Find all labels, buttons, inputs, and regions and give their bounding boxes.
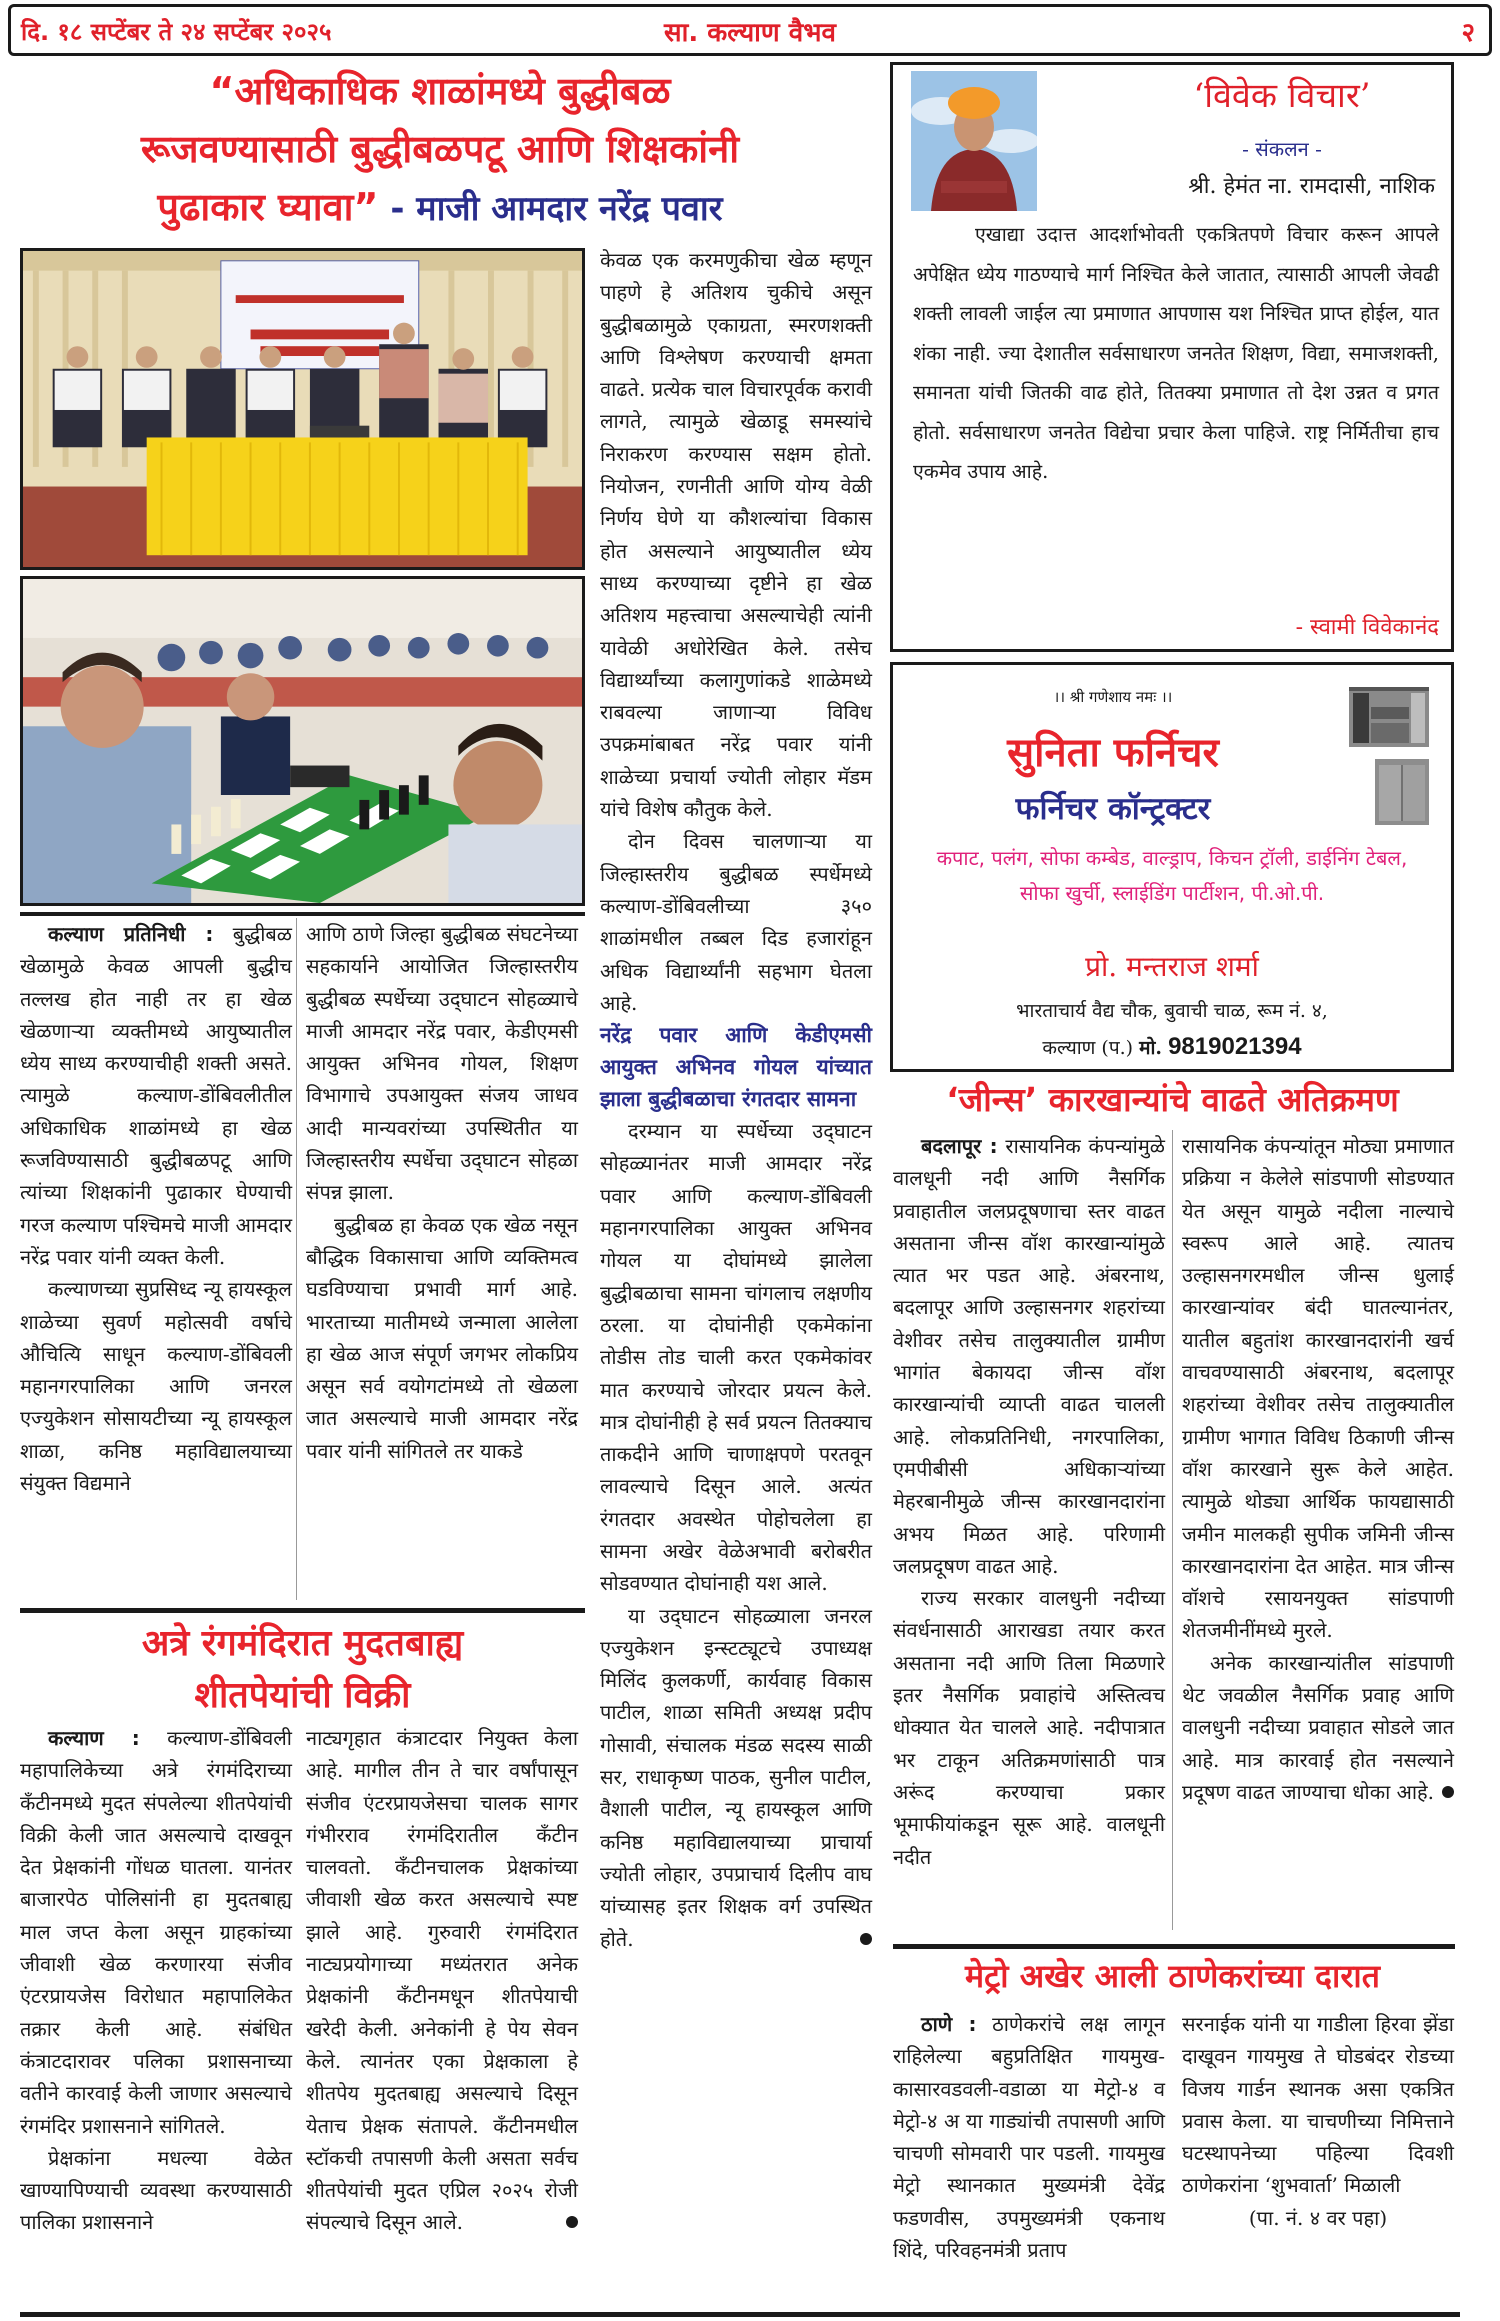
- vivek-vichar-title: ‘विवेक विचार’: [1193, 76, 1371, 116]
- lead-story-col3-p3: दरम्यान या स्पर्धेच्या उद्‌घाटन सोहळ्यानंतर माजी आमदार नरेंद्र पवार आणि कल्याण-डोंबिवली महानगरपालिका आयुक्त अभिनव गोयल या दोघांमध्ये झालेला बुद्धीबळाचा सामना चांगलाच लक्षणीय ठरला. या दोघांनीही एकमेकांना तोडीस तोड चाली करत एकमेकांवर मात करण्याचे जोरदार प्रयत्न केले. मात्र दोघांनीही हे सर्व प्रयत्न तितक्याच ताकदीने आणि चाणाक्षपणे परतवून लावल्याचे दिसून आले. अत्यंत रंगतदार अवस्थेत पोहोचलेला हा सामना अखेर वेळेअभावी बरोबरीत सोडवण्यात दोघांनाही यश आले.: [600, 1119, 872, 1596]
- metro-col2-p1: सरनाईक यांनी या गाडीला हिरवा झेंडा दाखूवन गायमुख ते घोडबंदर रोडच्या विजय गार्डन स्थानक असा एकत्रित प्रवास केला. या चाचणीच्या निमित्ताने घटस्थापनेच्या पहिल्या दिवशी ठाणेकरांना ‘शुभवार्ता’ मिळाली: [1182, 2012, 1454, 2198]
- ad-phone-number: 9819021394: [1168, 1033, 1302, 1060]
- tv-cabinet-image: [1347, 685, 1431, 749]
- page-number: २: [1461, 18, 1475, 48]
- jeans-col1-p1: रासायनिक कंपन्यांमुळे वालधूनी नदी आणि नैसर्गिक प्रवाहातील जलप्रदूषणाचा स्तर वाढत असताना जीन्स वॉश कारखान्यांमुळे त्यात भर पडत आहे. अंबरनाथ, बदलापूर आणि उल्हासनगर शहरांच्या वेशीवर तसेच तालुक्यातील ग्रामीण भागांत बेकायदा जीन्स वॉश कारखान्यांची व्याप्ती वाढत चालली आहे. लोकप्रतिनिधी, नगरपालिका, एमपीबीसी अधिकाऱ्यांच्या मेहरबानीमुळे जीन्स कारखानदारांना अभय मिळत आहे. परिणामी जलप्रदूषण वाढत आहे.: [893, 1134, 1166, 1578]
- atre-story-col-2: [306, 1722, 578, 2239]
- jeans-headline-text: ‘जीन्स’ कारखान्यांचे वाढते अतिक्रमण: [946, 1080, 1399, 1119]
- metro-story-col-2: [1182, 2008, 1454, 2234]
- jeans-col1-p2: राज्य सरकार वालधुनी नदीच्या संवर्धनासाठी आराखडा तयार करत असताना नदी आणि तिला मिळणारे इतर नैसर्गिक प्रवाहांचे अस्तित्वच धोक्यात येत चालले आहे. नदीपात्रात भर टाकून अतिक्रमणांसाठी पात्र अरूंद करण्याचा प्रकार भूमाफीयांकडून सूरू आहे. वालधूनी नदीत: [893, 1586, 1165, 1869]
- lead-story-dateline: कल्याण प्रतिनिधी :: [48, 922, 214, 946]
- lead-story-col-2: [306, 918, 578, 1467]
- atre-dateline: कल्याण :: [48, 1726, 140, 1750]
- lead-story-col3-p1: केवळ एक करमणुकीचा खेळ म्हणून पाहणे हे अतिशय चुकीचे असून बुद्धीबळामुळे एकाग्रता, स्मरणशक्ती आणि विश्लेषण करण्याची क्षमता वाढते. प्रत्येक चाल विचारपूर्वक करावी लागते, त्यामुळे खेळाडू समस्यांचे निराकरण करण्यास सक्षम होतो. नियोजन, रणनीती आणि योग्य वेळी निर्णय घेणे या कौशल्यांचा विकास होत असल्याने आयुष्यातील ध्येय साध्य करण्याच्या दृष्टीने हा खेळ अतिशय महत्त्वाचा असल्याचेही त्यांनी यावेळी अधोरेखित केले. तसेच विद्यार्थ्यांच्या कलागुणांकडे शाळेमध्ये राबवल्या जाणाऱ्या विविध उपक्रमांबाबत नरेंद्र पवार यांनी शाळेच्या प्रचार्या ज्योती लोहार मॅडम यांचे विशेष कौतुक केले.: [600, 248, 872, 822]
- lead-story-col1-p1: बुद्धीबळ खेळामुळे केवळ आपली बुद्धीच तल्लख होत नाही तर हा खेळ खेळणाऱ्या व्यक्तीमध्ये आयुष्यातील ध्येय साध्य करण्याचीही शक्ती असते. त्यामुळे कल्याण-डोंबिवलीतील अधिकाधिक शाळांमध्ये हा खेळ रूजविण्यासाठी बुद्धीबळपटू आणि त्यांच्या शिक्षकांनी पुढाकार घेण्याची गरज कल्याण पश्चिमचे माजी आमदार नरेंद्र पवार यांनी व्यक्त केली.: [20, 922, 292, 1269]
- swami-vivekananda-portrait: [911, 71, 1037, 211]
- ad-address-line-2: कल्याण (प.): [1042, 1037, 1134, 1059]
- atre-col2-p1: नाट्यगृहात कंत्राटदार नियुक्त केला आहे. मागील तीन ते चार वर्षांपासून संजीव एंटरप्रायजेसचा चालक सागर गंभीरराव रंगमंदिरातील कँटीन चालवतो. कँटीनचालक प्रेक्षकांच्या जीवाशी खेळ करत असल्याचे स्पष्ट झाले आहे. गुरुवारी रंगमंदिरात नाट्यप्रयोगाच्या मध्यंतरात अनेक प्रेक्षकांनी कँटीनमधून शीतपेयाची खरेदी केली. अनेकांनी हे पेय सेवन केले. त्यानंतर एका प्रेक्षकाला हे शीतपेय मुदतबाह्य असल्याचे दिसून येताच प्रेक्षक संतापले. कँटीनमधील स्टॉकची तपासणी केली असता सर्वच शीतपेयांची मुदत एप्रिल २०२५ रोजी संपल्याचे दिसून आले.: [306, 1726, 578, 2235]
- lead-story-col3-p2: दोन दिवस चालणाऱ्या या जिल्हास्तरीय बुद्धीबळ स्पर्धेमध्ये कल्याण-डोंबिवलीच्या ३५० शाळांमधील तब्बल दिड हजारांहून अधिक विद्यार्थ्यांनी सहभाग घेतला आहे.: [600, 829, 872, 1015]
- chess-inauguration-stage-photo: [20, 248, 585, 570]
- paper-name: सा. कल्याण वैभव: [664, 18, 836, 48]
- jeans-dateline: बदलापूर :: [921, 1134, 998, 1158]
- lead-story-col2-p2: बुद्धीबळ हा केवळ एक खेळ नसून बौद्धिक विकासाचा आणि व्यक्तिमत्व घडविण्याचा प्रभावी मार्ग आहे. भारताच्या मातीमध्ये जन्माला आलेला हा खेळ आज संपूर्ण जगभर लोकप्रिय असून सर्व वयोगटांमध्ये तो खेळला जात असल्याचे माजी आमदार नरेंद्र पवार यांनी सांगितले तर याकडे: [306, 1212, 578, 1463]
- compiler-name: श्री. हेमंत ना. रामदासी, नाशिक: [1188, 174, 1435, 199]
- ad-proprietor: प्रो. मन्तराज शर्मा: [1085, 950, 1259, 983]
- divider: [893, 1944, 1455, 1949]
- continued-on-page: (पा. नं. ४ वर पहा): [1248, 2205, 1388, 2230]
- lead-headline-line-2: रूजवण्यासाठी बुद्धीबळपटू आणि शिक्षकांनी: [140, 127, 740, 171]
- end-mark-icon: [566, 2216, 578, 2228]
- ad-address-line-1: भारताचार्य वैद्य चौक, बुवाची चाळ, रूम नं. ४,: [1016, 1000, 1328, 1022]
- metro-headline: [885, 1954, 1460, 1998]
- ad-trade: फर्निचर कॉन्ट्रक्टर: [1015, 791, 1211, 827]
- wardrobe-image: [1373, 757, 1431, 827]
- jeans-col2-p2: अनेक कारखान्यांतील सांडपाणी थेट जवळील नैसर्गिक प्रवाह आणि वालधुनी नदीच्या प्रवाहात सोडले जात आहे. मात्र कारवाई होत नसल्याने प्रदूषण वाढत जाण्याचा धोका आहे.: [1182, 1650, 1454, 1804]
- atre-story-col-1: [20, 1722, 292, 2239]
- vivek-vichar-body: एखाद्या उदात्त आदर्शाभोवती एकत्रितपणे विचार करून आपले अपेक्षित ध्येय गाठण्याचे मार्ग निश्चित केले जातात, त्यासाठी आपली जेवढी शक्ती लावली जाईल त्या प्रमाणात आपणास यश निश्चित प्राप्त होईल, यात शंका नाही. ज्या देशातील सर्वसाधारण जनतेत शिक्षण, विद्या, समाजशक्ती, समानता यांची जितकी वाढ होते, तितक्या प्रमाणात तो देश उन्नत व प्रगत होतो. सर्वसाधारण जनतेत विद्येचा प्रचार केला पाहिजे. राष्ट्र निर्मितीचा हाच एकमेव उपाय आहे.: [913, 223, 1439, 483]
- vivek-vichar-box: [890, 62, 1454, 652]
- quote-signature: - स्वामी विवेकानंद: [1295, 615, 1439, 640]
- jeans-story-col-1: [893, 1130, 1165, 1873]
- column-rule: [1172, 1130, 1173, 1930]
- lead-story-col3-p4: या उद्‌घाटन सोहळ्याला जनरल एज्युकेशन इन्स्टट्यूटचे उपाध्यक्ष मिलिंद कुलकर्णी, कार्यवाह विकास पाटील, शाळा समिती अध्यक्ष प्रदीप गोसावी, संचालक मंडळ सदस्य साळी सर, राधाकृष्ण पाठक, सुनील पाटील, वैशाली पाटील, न्यू हायस्कूल आणि कनिष्ठ महाविद्यालयाच्या प्राचार्या ज्योती लोहार, उपप्राचार्य दिलीप वाघ यांच्यासह इतर शिक्षक वर्ग उपस्थित होते.: [600, 1603, 872, 1951]
- furniture-advertisement: [890, 662, 1454, 1072]
- jeans-headline: [885, 1078, 1460, 1122]
- end-mark-icon: [1442, 1786, 1454, 1798]
- masthead: [8, 4, 1492, 56]
- ad-mobile-label: मो.: [1139, 1037, 1163, 1059]
- metro-col1-p1: ठाणेकरांचे लक्ष लागून राहिलेल्या बहुप्रतिक्षित गायमुख-कासारवडवली-वडाळा या मेट्रो-४ व मेट्रो-४ अ या गाड्यांची तपासणी आणि चाचणी सोमवारी पार पडली. गायमुख मेट्रो स्थानकात मुख्यमंत्री देवेंद्र फडणवीस, उपमुख्यमंत्री एकनाथ शिंदे, परिवहनमंत्री प्रताप: [893, 2012, 1165, 2263]
- lead-headline: [20, 62, 860, 238]
- atre-headline: [20, 1618, 585, 1722]
- divider: [20, 912, 585, 916]
- lead-headline-line-3: पुढाकार घ्यावा”: [157, 185, 379, 229]
- metro-dateline: ठाणे :: [921, 2012, 977, 2036]
- ad-business-name: सुनिता फर्निचर: [1007, 730, 1219, 776]
- lead-headline-byline: - माजी आमदार नरेंद्र पवार: [378, 189, 723, 229]
- lead-headline-line-1: “अधिकाधिक शाळांमध्ये बुद्धीबळ: [209, 69, 671, 113]
- students-playing-chess-photo: [20, 576, 585, 906]
- column-rule: [296, 918, 297, 1600]
- jeans-story-col-2: [1182, 1130, 1454, 1808]
- ad-invocation: ।। श्री गणेशाय नमः ।।: [1053, 688, 1173, 706]
- jeans-col2-p1: रासायनिक कंपन्यांतून मोठ्या प्रमाणात प्रक्रिया न केलेले सांडपाणी सोडण्यात येत असून यामुळे नदीला नाल्याचे स्वरूप आले आहे. त्यातच उल्हासनगरमधील जीन्स धुलाई कारखान्यांवर बंदी घातल्यानंतर, यातील बहुतांश कारखानदारांनी खर्च वाचवण्यासाठी अंबरनाथ, बदलापूर शहरांच्या वेशीवर तसेच तालुक्यातील ग्रामीण भागात विविध ठिकाणी जीन्स वॉश कारखाने सुरू केले आहेत. त्यामुळे थोड्या आर्थिक फायद्यासाठी जमीन मालकही सुपीक जमिनी जीन्स कारखानदारांना देत आहेत. मात्र जीन्स वॉशचे रसायनयुक्त सांडपाणी शेतजमीनींमध्ये मुरले.: [1182, 1134, 1454, 1643]
- lead-story-col2-p1: आणि ठाणे जिल्हा बुद्धीबळ संघटनेच्या सहकार्याने आयोजित जिल्हास्तरीय बुद्धीबळ स्पर्धेच्या उद्‌घाटन सोहळ्याचे माजी आमदार नरेंद्र पवार, केडीएमसी आयुक्त अभिनव गोयल, शिक्षण विभागाचे उपआयुक्त संजय जाधव आदी मान्यवरांच्या उपस्थितीत या जिल्हास्तरीय स्पर्धेचा उद्‌घाटन सोहळा संपन्न झाला.: [306, 922, 578, 1205]
- atre-col1-p2: प्रेक्षकांना मधल्या वेळेत खाण्यापिण्याची व्यवस्था करण्यासाठी पालिका प्रशासनाने: [20, 2145, 292, 2235]
- issue-date: दि. १८ सप्टेंबर ते २४ सप्टेंबर २०२५: [21, 18, 332, 46]
- atre-headline-line-2: शीतपेयांची विक्री: [194, 1675, 411, 1716]
- metro-headline-text: मेट्रो अखेर आली ठाणेकरांच्या दारात: [965, 1957, 1380, 1995]
- end-mark-icon: [860, 1933, 872, 1945]
- lead-story-subhead: नरेंद्र पवार आणि केडीएमसी आयुक्त अभिनव गोयल यांच्यात झाला बुद्धीबळाचा रंगतदार सामना: [600, 1023, 872, 1112]
- lead-story-col-1: [20, 918, 292, 1499]
- atre-headline-line-1: अत्रे रंगमंदिरात मुदतबाह्य: [141, 1623, 464, 1664]
- atre-col1-p1: कल्याण-डोंबिवली महापालिकेच्या अत्रे रंगमंदिराच्या कँटीनमध्ये मुदत संपलेल्या शीतपेयांची विक्री केली जात असल्याचे दाखवून देत प्रेक्षकांनी गोंधळ घातला. यानंतर बाजारपेठ पोलिसांनी हा मुदतबाह्य माल जप्त केला असून ग्राहकांच्या जीवाशी खेळ करणारया संजीव एंटरप्रायजेस विरोधात महापालिकेत तक्रार केली आहे. संबंधित कंत्राटदारावर पलिका प्रशासनाच्या वतीने कारवाई केली जाणार असल्याचे रंगमंदिर प्रशासनाने सांगितले.: [20, 1726, 292, 2138]
- metro-story-col-1: [893, 2008, 1165, 2266]
- lead-story-col1-p2: कल्याणच्या सुप्रसिध्द न्यू हायस्कूल शाळेच्या सुवर्ण महोत्सवी वर्षाचे औचित्यि साधून कल्याण-डोंबिवली महानगरपालिका आणि जनरल एज्युकेशन सोसायटीच्या न्यू हायस्कूल शाळा, कनिष्ठ महाविद्यालयाच्या संयुक्त विद्यमाने: [20, 1277, 292, 1496]
- ad-items: कपाट, पलंग, सोफा कम्बेड, वाल्ड्राप, किचन ट्रॉली, डाईनिंग टेबल, सोफा खुर्ची, स्लाईडिंग पार्टीशन, पी.ओ.पी.: [936, 846, 1408, 905]
- lead-story-col-3: [600, 244, 872, 1955]
- bottom-rule: [20, 2312, 1460, 2317]
- divider: [20, 1608, 585, 1613]
- compiled-label: - संकलन -: [1242, 137, 1322, 161]
